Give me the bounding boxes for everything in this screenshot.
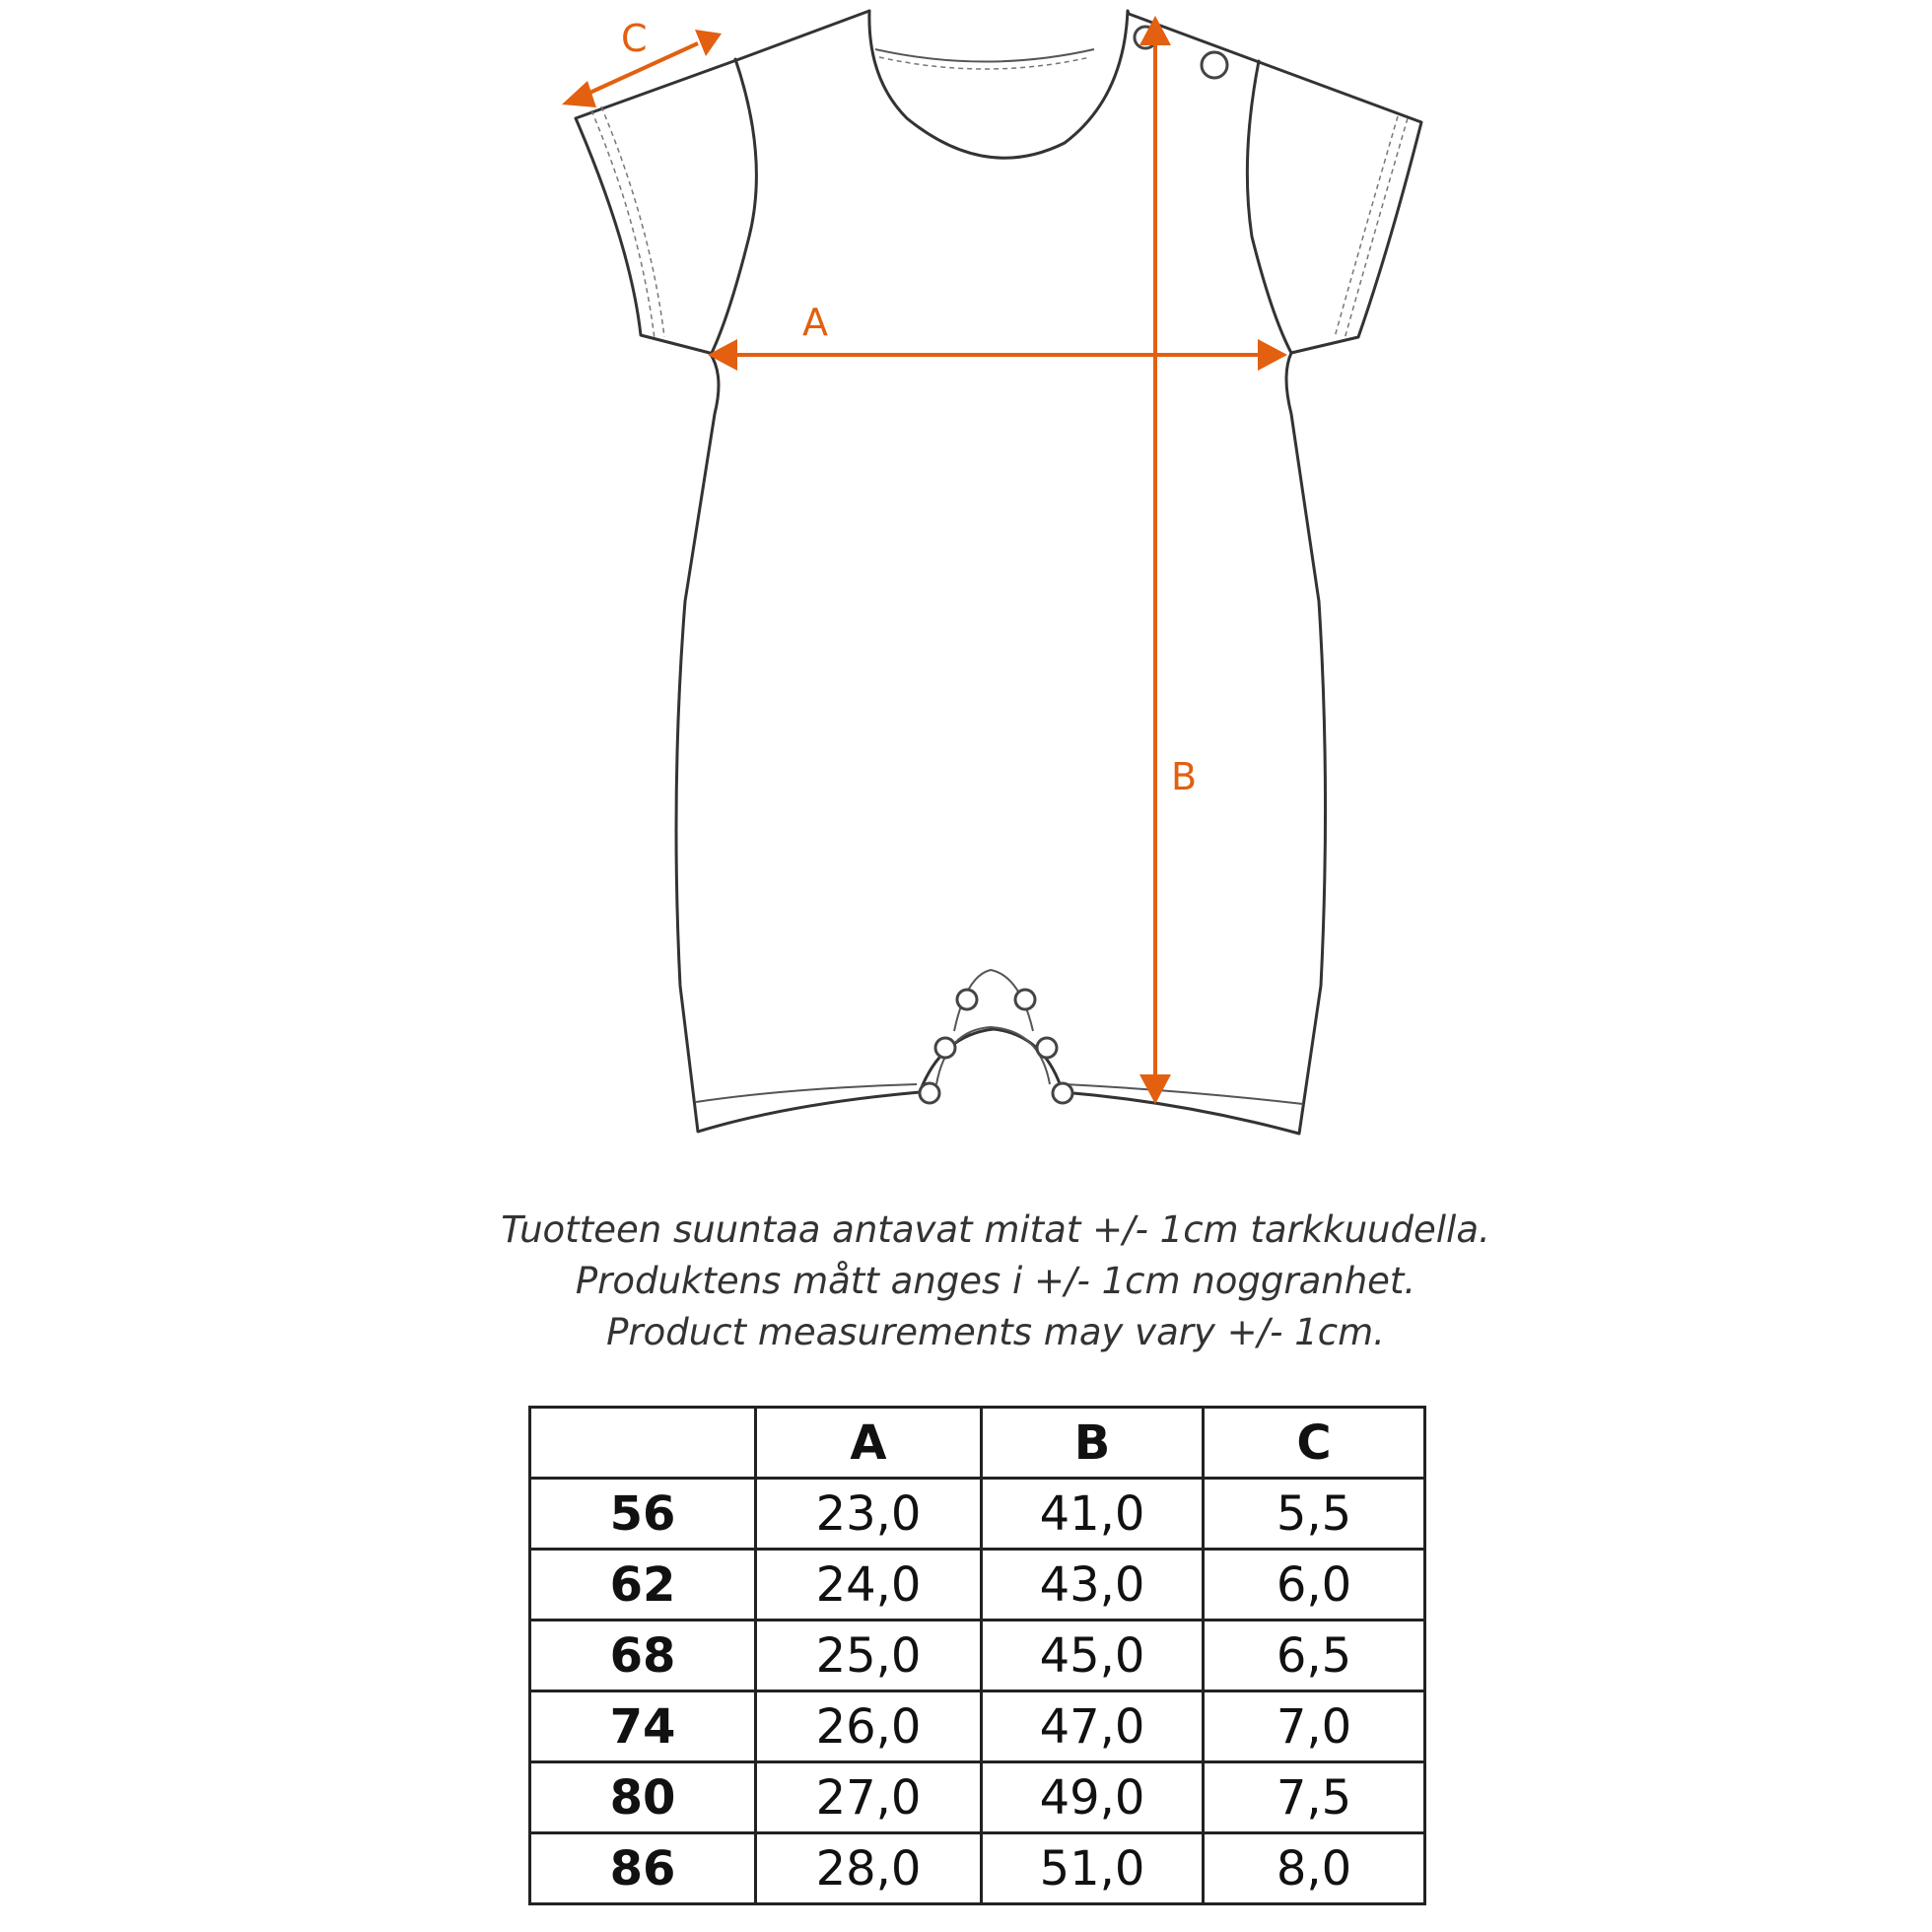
- size-cell: 80: [530, 1762, 756, 1833]
- header-cell-b: B: [982, 1408, 1204, 1479]
- table-row: [530, 1479, 1425, 1550]
- right-sleeve-seam: [1247, 61, 1291, 353]
- right-sleeve-hem-stitch: [1345, 118, 1408, 339]
- crotch-snap: [1015, 990, 1035, 1009]
- value-cell-b: 45,0: [982, 1621, 1204, 1691]
- romper-body: [576, 11, 1421, 1134]
- crotch-snap: [935, 1038, 955, 1058]
- neck-binding: [875, 49, 1094, 62]
- table-row: [530, 1691, 1425, 1762]
- left-sleeve-hem-stitch: [591, 110, 655, 339]
- value-cell-c: 7,5: [1204, 1762, 1425, 1833]
- dimension-c-label: C: [621, 17, 648, 60]
- value-cell-a: 28,0: [756, 1833, 982, 1904]
- right-leg-hem: [1065, 1084, 1303, 1104]
- value-cell-c: 7,0: [1204, 1691, 1425, 1762]
- crotch-snap: [920, 1083, 939, 1103]
- value-cell-b: 49,0: [982, 1762, 1204, 1833]
- table-row: [530, 1621, 1425, 1691]
- measurement-note: [424, 1205, 1567, 1358]
- right-sleeve-hem-stitch: [1335, 116, 1398, 337]
- table-row: [530, 1833, 1425, 1904]
- shoulder-snap: [1202, 52, 1227, 78]
- dimension-c-arrow-right: [695, 30, 722, 56]
- dimension-a-label: A: [802, 301, 828, 344]
- value-cell-b: 41,0: [982, 1479, 1204, 1550]
- crotch-snap: [957, 990, 977, 1009]
- romper-outline: [576, 11, 1421, 1134]
- note-line-finnish: Tuotteen suuntaa antavat mitat +/- 1cm tarkkuudella.: [501, 1208, 1490, 1251]
- left-leg-hem: [696, 1084, 917, 1102]
- value-cell-c: 6,0: [1204, 1550, 1425, 1621]
- value-cell-b: 47,0: [982, 1691, 1204, 1762]
- dimension-a-arrow-right: [1258, 339, 1287, 371]
- value-cell-a: 26,0: [756, 1691, 982, 1762]
- dimension-b-label: B: [1171, 755, 1198, 798]
- value-cell-a: 25,0: [756, 1621, 982, 1691]
- value-cell-a: 23,0: [756, 1479, 982, 1550]
- neck-stitching: [879, 57, 1090, 69]
- note-line-swedish: Produktens mått anges i +/- 1cm noggranhet.: [575, 1260, 1416, 1302]
- value-cell-c: 5,5: [1204, 1479, 1425, 1550]
- size-cell: 56: [530, 1479, 756, 1550]
- dimension-c-arrow-left: [562, 81, 596, 107]
- size-table: [528, 1406, 1426, 1905]
- value-cell-a: 27,0: [756, 1762, 982, 1833]
- value-cell-a: 24,0: [756, 1550, 982, 1621]
- size-cell: 68: [530, 1621, 756, 1691]
- size-cell: 86: [530, 1833, 756, 1904]
- table-header-row: [530, 1408, 1425, 1479]
- left-sleeve-hem-stitch: [601, 106, 664, 337]
- table-row: [530, 1550, 1425, 1621]
- dimension-a-arrow-left: [708, 339, 737, 371]
- left-sleeve-seam: [712, 59, 756, 353]
- size-cell: 74: [530, 1691, 756, 1762]
- value-cell-c: 8,0: [1204, 1833, 1425, 1904]
- dimension-a: [708, 301, 1287, 371]
- note-line-english: Product measurements may vary +/- 1cm.: [606, 1311, 1385, 1353]
- crotch-snap: [1037, 1038, 1057, 1058]
- value-cell-b: 43,0: [982, 1550, 1204, 1621]
- neckline: [869, 11, 1128, 158]
- value-cell-b: 51,0: [982, 1833, 1204, 1904]
- size-cell: 62: [530, 1550, 756, 1621]
- value-cell-c: 6,5: [1204, 1621, 1425, 1691]
- table-row: [530, 1762, 1425, 1833]
- header-cell-size: [530, 1408, 756, 1479]
- header-cell-c: C: [1204, 1408, 1425, 1479]
- header-cell-a: A: [756, 1408, 982, 1479]
- crotch-snap: [1053, 1083, 1072, 1103]
- dimension-b: [1139, 16, 1197, 1104]
